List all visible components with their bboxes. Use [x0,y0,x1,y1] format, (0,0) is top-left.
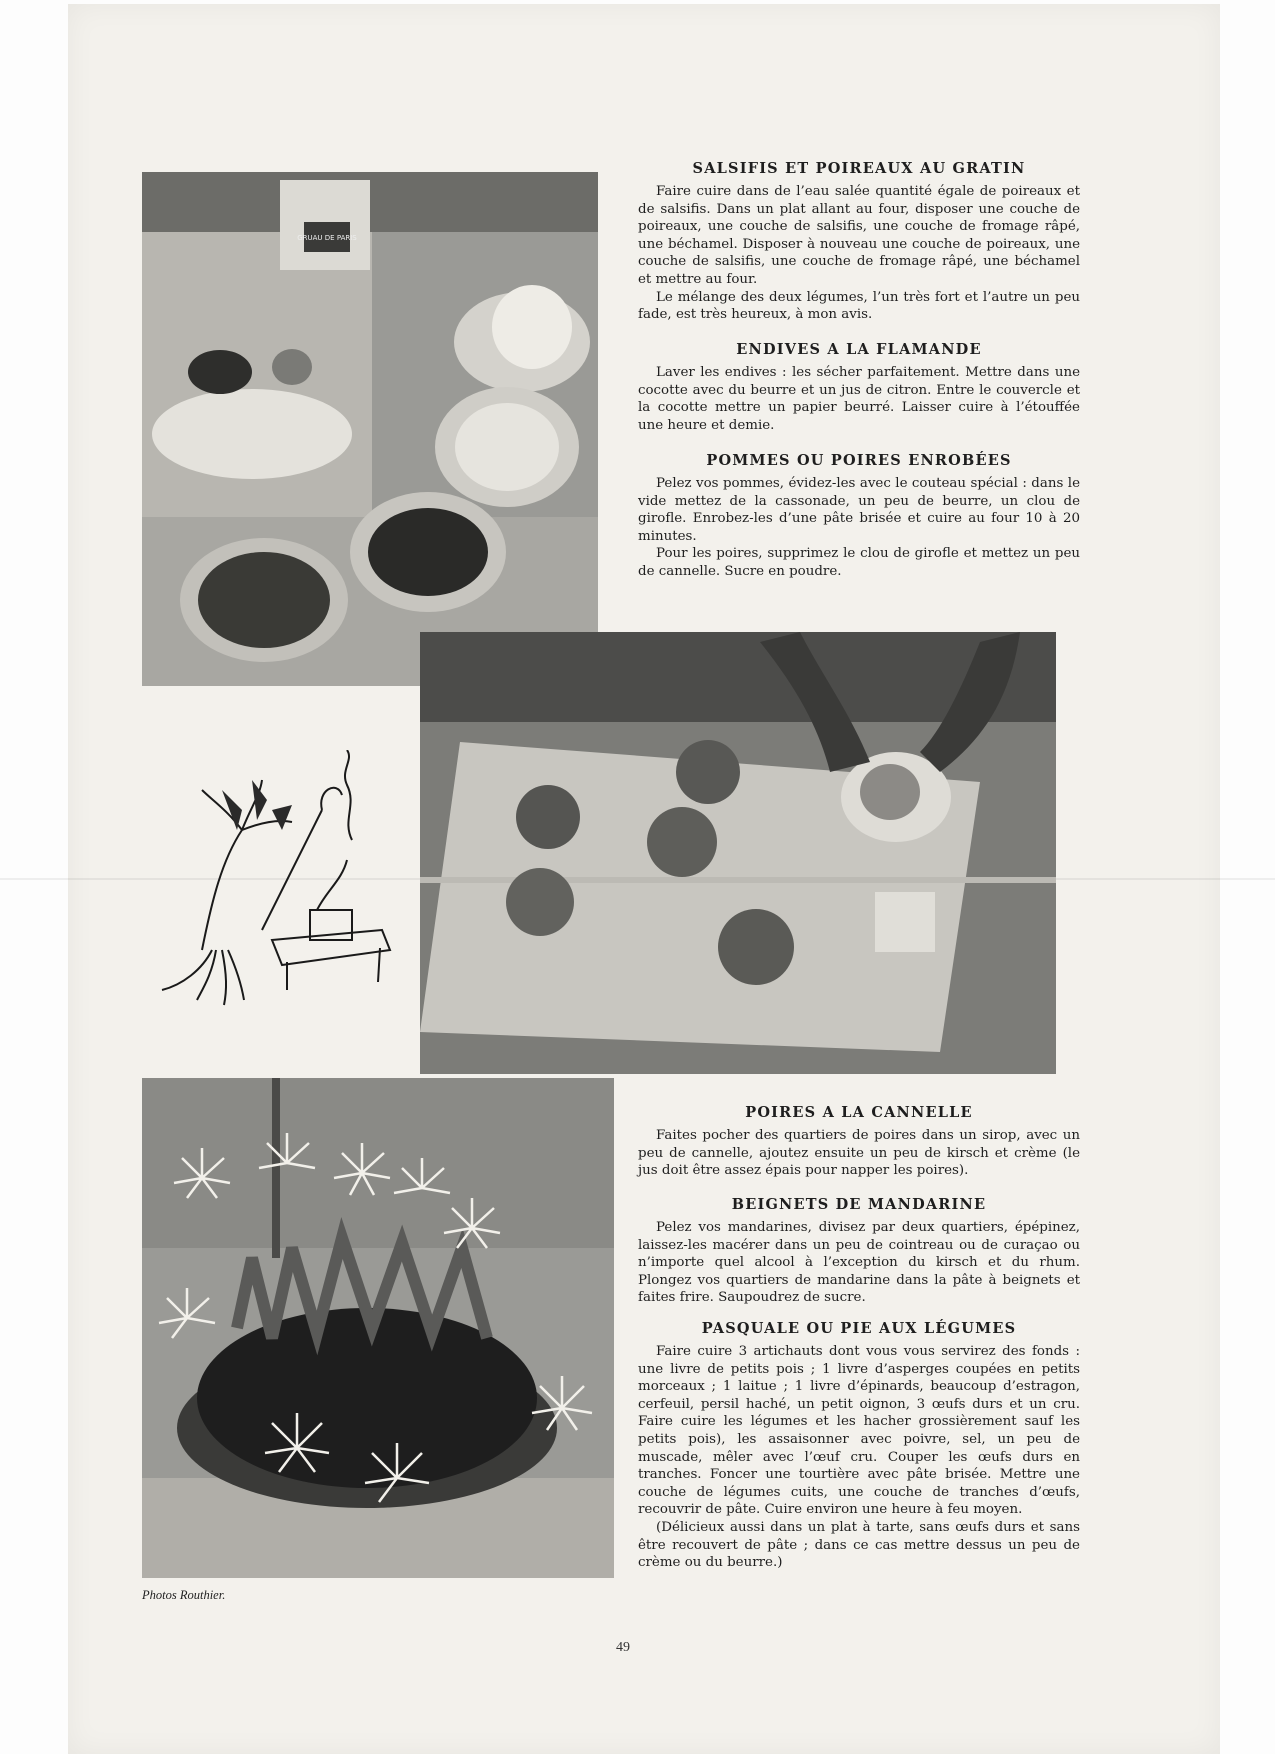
recipe-text: Pelez vos pommes, évidez-les avec le couteau spécial : dans le vide mettez de la cassonade, un peu de beurre, un clou de girofle. Enrobez-les d’une pâte brisée et cuire au four 10 à 20 minutes. [638,476,1080,544]
recipe-text: Faire cuire dans de l’eau salée quantité égale de poireaux et de salsifis. Dans un plat allant au four, disposer une couche de poireaux, une couche de salsifis, une couche de fromage râpé, une béchamel. Disposer à nouveau une couche de poireaux, une couche de salsifis, une couche de fromage râpé, une béchamel et mettre au four. [638,184,1080,287]
recipe-pommes [638,452,1080,581]
recipe-text: Le mélange des deux légumes, l’un très fort et l’autre un peu fade, est très heureux, à mon avis. [638,289,1080,323]
recipe-poires-cannelle [638,1104,1080,1180]
recipe-text: (Délicieux aussi dans un plat à tarte, sans œufs durs et sans être recouvert de pâte ; dans ce cas mettre dessus un peu de crème ou du beurre.) [638,1519,1080,1571]
recipe-endives [638,341,1080,434]
recipe-pasquale [638,1320,1080,1572]
photo-ingredients [142,172,598,686]
illustration-vegetables [142,750,412,1020]
recipe-title: BEIGNETS DE MANDARINE [731,1196,987,1213]
recipe-title: POIRES A LA CANNELLE [745,1104,973,1121]
recipe-text: Faire cuire 3 artichauts dont vous vous servirez des fonds : une livre de petits pois ; 1 livre d’asperges coupées en petits morceaux ; 1 laitue ; 1 livre d’épinards, beaucoup d’estragon, cerfeuil, persil haché, un petit oignon, 3 œufs durs et un cru. Faire cuire les légumes et les hacher grossièrement sauf les petits pois), les assaisonner avec poivre, sel, un peu de muscade, mêler avec l’œuf cru. Couper les œufs durs en tranches. Foncer une tourtière avec pâte brisée. Mettre une couche de légumes cuits, une couche de tranches d’œufs, recouvrir de pâte. Cuire environ une heure à feu moyen. [638,1344,1080,1518]
recipe-text: Faites pocher des quartiers de poires dans un sirop, avec un peu de cannelle, ajoutez ensuite un peu de kirsch et crème (le jus doit être assez épais pour napper les poires). [638,1128,1080,1179]
recipe-title: POMMES OU POIRES ENROBÉES [706,452,1012,469]
recipe-title: PASQUALE OU PIE AUX LÉGUMES [701,1320,1017,1337]
page-number: 49 [616,1640,630,1655]
recipe-text: Pour les poires, supprimez le clou de girofle et mettez un peu de cannelle. Sucre en poudre. [638,546,1080,579]
recipe-salsifis [638,160,1080,324]
recipe-title: SALSIFIS ET POIREAUX AU GRATIN [692,160,1026,177]
recipe-text: Laver les endives : les sécher parfaitement. Mettre dans une cocotte avec du beurre et un jus de citron. Entre le couvercle et la cocotte mettre un papier beurré. Laisser cuire à l’étouffée une heure et demie. [638,365,1080,433]
photo-pommes-enrobees [420,632,1056,1074]
photo-bag-label: GRUAU DE PARIS [297,234,357,242]
photo-pasquale-pie [142,1078,614,1578]
recipe-beignets [638,1196,1080,1307]
photo-credit: Photos Routhier. [142,1588,226,1602]
recipe-text: Pelez vos mandarines, divisez par deux quartiers, épépinez, laissez-les macérer dans un peu de cointreau ou de curaçao ou n’importe quel alcool à l’exception du kirsch et du rhum. Plongez vos quartiers de mandarine dans la pâte à beignets et faites frire. Saupoudrez de sucre. [638,1220,1080,1306]
recipe-title: ENDIVES A LA FLAMANDE [736,341,982,358]
